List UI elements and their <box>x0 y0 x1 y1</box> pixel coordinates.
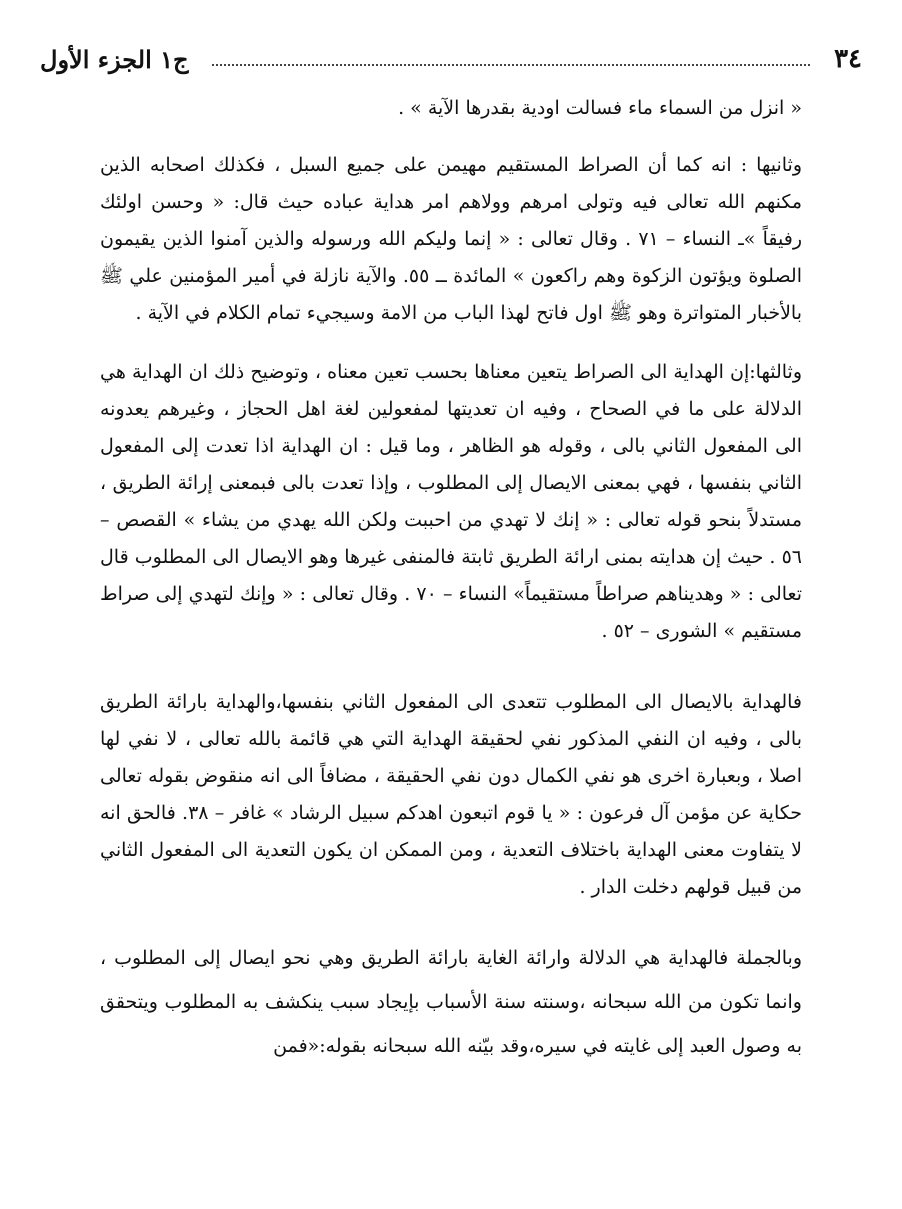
paragraph-summary: وبالجملة فالهداية هي الدلالة وارائة الغاية بارائة الطريق وهي نحو ايصال إلى المطلوب ، وانما تكون من الله سبحانه ،وسنته سنة الأسباب بإيجاد سبب ينكشف به المطلوب ويتحقق به وصول العبد إلى غايته في سيره،وقد بيّنه الله سبحانه بقوله:«فمن <box>100 947 802 1057</box>
paragraph-second-point: وثانيها : انه كما أن الصراط المستقيم مهيمن على جميع السبل ، فكذلك اصحابه الذين مكنهم الله تعالى فيه وتولى امرهم وولاهم امر هداية عباده حيث قال: « وحسن اولئك رفيقاً »ـ النساء – ٧١ . وقال تعالى : « إنما وليكم الله ورسوله والذين آمنوا الذين يقيمون الصلوة ويؤتون الزكوة وهم راكعون » المائدة ــ ٥٥. والآية نازلة في أمير المؤمنين علي ﷺ بالأخبار المتواترة وهو ﷺ اول فاتح لهذا الباب من الامة وسيجيء تمام الكلام في الآية . <box>100 154 803 324</box>
page-header <box>40 34 862 84</box>
page-body <box>100 90 802 1068</box>
paragraph-verse-continuation: « انزل من السماء ماء فسالت اودية بقدرها الآية » . <box>398 97 802 119</box>
running-head: ج١ الجزء الأول <box>40 44 189 74</box>
paragraph-third-point: وثالثها:إن الهداية الى الصراط يتعين معناها بحسب تعين معناه ، وتوضيح ذلك ان الهداية هي الدلالة على ما في الصحاح ، وفيه ان تعديتها لمفعولين لغة اهل الحجاز ، وغيرهم يعدونه الى المفعول الثاني بالى ، وقوله هو الظاهر ، وما قيل : ان الهداية اذا تعدت إلى المفعول الثاني بنفسها ، فهي بمعنى الايصال إلى المطلوب ، وإذا تعدت بالى فبمعنى إرائة الطريق ، مستدلاً بنحو قوله تعالى : « إنك لا تهدي من احببت ولكن الله يهدي من يشاء » القصص – ٥٦ . حيث إن هدايته بمنى ارائة الطريق ثابتة فالمنفى غيرها وهو الايصال الى المطلوب قال تعالى : « وهديناهم صراطاً مستقيماً» النساء – ٧٠ . وقال تعالى : « وإنك لتهدي إلى صراط مستقيم » الشورى – ٥٢ . <box>100 361 802 642</box>
paragraph-guidance-transitivity: فالهداية بالايصال الى المطلوب تتعدى الى المفعول الثاني بنفسها،والهداية بارائة الطريق بالى ، وفيه ان النفي المذكور نفي لحقيقة الهداية التي هي قائمة بالله تعالى ، لا نفي لها اصلا ، وبعبارة اخرى هو نفي الكمال دون نفي الحقيقة ، مضافاً الى انه منقوض بقوله تعالى حكاية عن مؤمن آل فرعون : « يا قوم اتبعون اهدكم سبيل الرشاد » غافر – ٣٨. فالحق انه لا يتفاوت معنى الهداية باختلاف التعدية ، ومن الممكن ان يكون التعدية الى المفعول الثاني من قبيل قولهم دخلت الدار . <box>100 691 802 898</box>
header-dotted-leader <box>212 64 810 66</box>
page-number: ٣٤ <box>834 44 862 74</box>
